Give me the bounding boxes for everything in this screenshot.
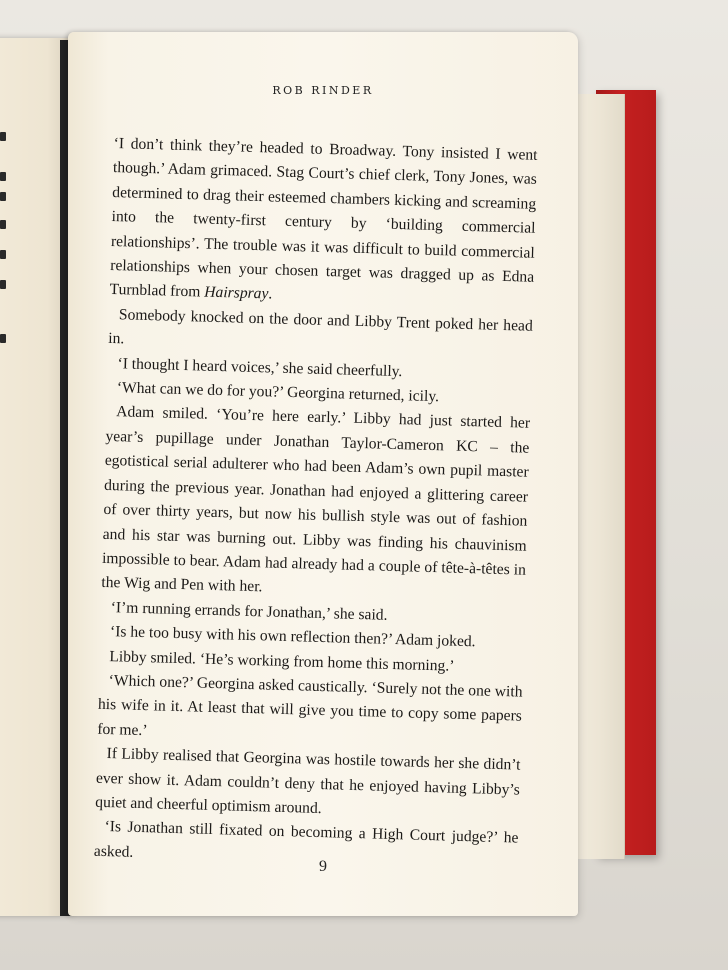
paragraph-text: ‘Is Jonathan still fixated on becoming a High Court judge?’ he asked. xyxy=(93,818,519,861)
paragraph-text: ‘I’m running errands for Jonathan,’ she said. xyxy=(110,598,388,624)
paragraph xyxy=(101,400,530,607)
paragraph-text: ‘Which one?’ Georgina asked caustically. ‘Surely not the one with his wife in it. At least that will give you time to copy some papers for me.’ xyxy=(97,672,523,739)
paragraph-text: Libby smiled. ‘He’s working from home this morning.’ xyxy=(109,647,455,675)
paragraph xyxy=(97,669,523,754)
book-page xyxy=(68,32,578,916)
paragraph xyxy=(109,132,538,315)
italic-title: Hairspray xyxy=(204,284,269,303)
paragraph-text: If Libby realised that Georgina was hostile towards her she didn’t ever show it. Adam couldn’t deny that he enjoyed having Libby’s quiet and cheerful optimism around. xyxy=(95,745,521,818)
left-page-text-edge xyxy=(0,120,8,380)
paragraph xyxy=(95,742,521,827)
paragraph-text: ‘I don’t think they’re headed to Broadway. Tony insisted I went though.’ Adam grimaced. Stag Court’s chief clerk, Tony Jones, was determined to drag their esteemed chambers kicking and screaming into the twenty-first century by ‘building commercial relationships’. The trouble was it was difficult to build commercial relationships when your chosen target was dragged up as Edna Turnblad from xyxy=(109,134,538,302)
paragraph-text: ‘I thought I heard voices,’ she said cheerfully. xyxy=(117,354,403,380)
paragraph-text: Adam smiled. ‘You’re here early.’ Libby had just started her year’s pupillage under Jonathan Taylor-Cameron KC – the egotistical serial adulterer who had been Adam’s own pupil master during the previous year. Jonathan had enjoyed a glittering career of over thirty years, but now his bullish style was out of fashion and his star was burning out. Libby was finding his chauvinism impossible to bear. Adam had already had a couple of tête-à-têtes in the Wig and Pen with her. xyxy=(101,403,531,596)
paragraph-text: ‘What can we do for you?’ Georgina returned, icily. xyxy=(116,379,440,406)
paragraph-text: . xyxy=(268,285,273,303)
paragraph-text: Somebody knocked on the door and Libby Trent poked her head in. xyxy=(107,306,533,348)
running-header: ROB RINDER xyxy=(272,84,374,97)
page-number: 9 xyxy=(319,858,327,875)
paragraph-text: ‘Is he too busy with his own reflection then?’ Adam joked. xyxy=(109,623,476,651)
page-body-text xyxy=(94,132,538,876)
